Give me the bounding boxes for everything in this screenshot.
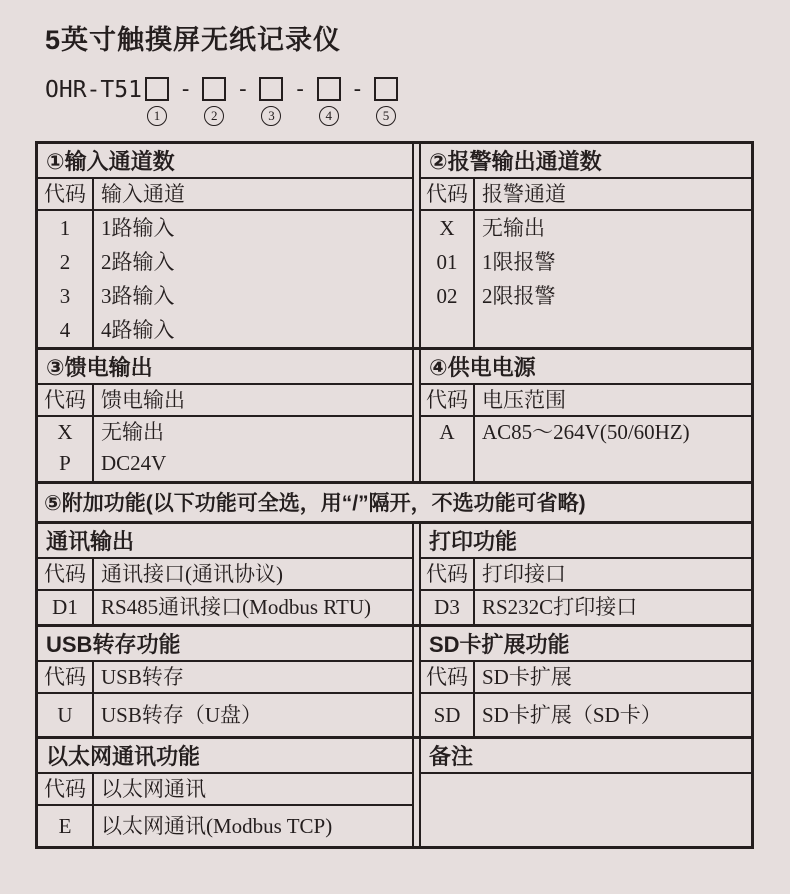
block-title: ③馈电输出 (38, 350, 412, 385)
code-cell (38, 694, 94, 736)
desc-cell (475, 417, 751, 481)
slot-number-circle: 3 (261, 106, 281, 126)
desc-header-cell: 打印接口 (482, 562, 566, 586)
code-value: U (57, 703, 73, 727)
block-title: 以太网通讯功能 (38, 739, 412, 774)
desc-cell (94, 694, 412, 736)
code-value: 02 (436, 284, 458, 308)
column-header-row (421, 559, 751, 591)
code-value: SD (433, 703, 461, 727)
desc-value: DC24V (101, 451, 167, 475)
data-area (421, 417, 751, 481)
model-slot-box (202, 77, 226, 101)
spec-block-sd-card (419, 627, 751, 736)
data-area (421, 591, 751, 624)
slot-number-circle: 1 (147, 106, 167, 126)
code-header-cell: 代码 (421, 559, 475, 589)
desc-value: 1限报警 (482, 250, 556, 274)
code-cell (38, 806, 94, 846)
code-value: A (439, 420, 455, 444)
column-header-row (421, 662, 751, 694)
band-input-alarm (38, 144, 751, 347)
desc-value: 4路输入 (101, 318, 175, 342)
band-usb-sd (38, 624, 751, 736)
code-cell (421, 211, 475, 347)
desc-header-cell: 报警通道 (482, 182, 566, 206)
block-title: USB转存功能 (38, 627, 412, 662)
page-title: 5英寸触摸屏无纸记录仪 (45, 25, 342, 55)
code-cell (38, 211, 94, 347)
dash-separator: - (178, 77, 193, 102)
data-area (38, 591, 412, 624)
data-area (421, 694, 751, 736)
desc-header-cell: 以太网通讯 (101, 777, 206, 801)
block-title: 打印功能 (421, 524, 751, 559)
block-title: 通讯输出 (38, 524, 412, 559)
code-value: 2 (59, 250, 71, 274)
desc-cell (94, 417, 412, 481)
model-slot-3 (258, 77, 284, 126)
code-cell (421, 591, 475, 624)
desc-value: 2限报警 (482, 284, 556, 308)
code-header-cell: 代码 (38, 559, 94, 589)
data-area (38, 417, 412, 481)
spec-block-comm-output (38, 524, 414, 624)
desc-value: SD卡扩展（SD卡） (482, 703, 662, 727)
additional-functions-note: ⑤附加功能(以下功能可全选，用“/”隔开，不选功能可省略) (38, 481, 751, 521)
model-slot-box (374, 77, 398, 101)
slot-number-circle: 4 (319, 106, 339, 126)
band-comm-print (38, 521, 751, 624)
spec-block-usb (38, 627, 414, 736)
band-feed-power (38, 347, 751, 481)
dash-separator: - (293, 77, 307, 102)
code-cell (38, 591, 94, 624)
model-slot-1 (144, 77, 170, 126)
desc-value: RS232C打印接口 (482, 595, 638, 619)
column-header-row (421, 179, 751, 211)
model-slot-2 (201, 77, 227, 126)
slot-number-circle: 5 (376, 106, 396, 126)
block-title: 备注 (421, 739, 751, 774)
desc-header-cell: 输入通道 (101, 182, 185, 206)
data-area (421, 211, 751, 347)
desc-value: 无输出 (482, 216, 545, 240)
data-area (38, 211, 412, 347)
code-header-cell: 代码 (421, 385, 475, 415)
code-cell (421, 417, 475, 481)
data-area (38, 694, 412, 736)
spec-block-remarks (419, 739, 751, 846)
spec-block-power-supply (419, 350, 751, 481)
model-slot-4 (316, 77, 342, 126)
column-header-row (38, 559, 412, 591)
spec-block-feed-output (38, 350, 414, 481)
block-title: ②报警输出通道数 (421, 144, 751, 179)
desc-value: USB转存（U盘） (101, 703, 263, 727)
column-header-row (38, 774, 412, 806)
dash-separator: - (236, 77, 250, 102)
spec-block-print-function (419, 524, 751, 624)
model-slot-box (317, 77, 341, 101)
desc-header-cell: 电压范围 (482, 388, 566, 412)
code-value: D1 (52, 595, 78, 619)
block-title: ④供电电源 (421, 350, 751, 385)
spec-block-input-channels (38, 144, 414, 347)
code-header-cell: 代码 (38, 774, 94, 804)
model-prefix: OHR-T51 (45, 77, 142, 103)
model-slot-box (145, 77, 169, 101)
desc-cell (475, 211, 751, 347)
code-value: D3 (434, 595, 460, 619)
model-code-line (45, 77, 790, 126)
code-header-cell: 代码 (38, 385, 94, 415)
code-value: 01 (436, 250, 458, 274)
desc-header-cell: 馈电输出 (101, 388, 185, 412)
remarks-empty-cell (421, 774, 751, 846)
desc-value: 1路输入 (101, 216, 175, 240)
desc-value: 2路输入 (101, 250, 175, 274)
desc-value: 以太网通讯(Modbus TCP) (101, 814, 333, 838)
code-value: 4 (59, 318, 71, 342)
desc-cell (475, 591, 751, 624)
desc-value: RS485通讯接口(Modbus RTU) (101, 595, 372, 619)
data-area (38, 806, 412, 846)
column-header-row (38, 385, 412, 417)
code-cell (421, 694, 475, 736)
column-header-row (38, 662, 412, 694)
desc-header-cell: SD卡扩展 (482, 665, 572, 689)
desc-value: 无输出 (101, 420, 164, 444)
block-title: SD卡扩展功能 (421, 627, 751, 662)
desc-cell (94, 591, 412, 624)
desc-header-cell: USB转存 (101, 665, 184, 689)
desc-value: 3路输入 (101, 284, 175, 308)
desc-cell (94, 211, 412, 347)
block-title: ①输入通道数 (38, 144, 412, 179)
band-ethernet-remarks (38, 736, 751, 846)
desc-cell (94, 806, 412, 846)
code-header-cell: 代码 (38, 662, 94, 692)
desc-cell (475, 694, 751, 736)
code-value: E (58, 814, 72, 838)
desc-value: AC85～264V(50/60HZ) (482, 420, 690, 444)
model-slot-box (259, 77, 283, 101)
spec-block-ethernet (38, 739, 414, 846)
spec-table (35, 141, 754, 849)
dash-separator: - (350, 77, 364, 102)
code-header-cell: 代码 (421, 662, 475, 692)
code-value: P (59, 451, 71, 475)
code-value: X (57, 420, 73, 444)
code-header-cell: 代码 (421, 179, 475, 209)
slot-number-circle: 2 (204, 106, 224, 126)
code-value: X (439, 216, 455, 240)
code-cell (38, 417, 94, 481)
column-header-row (421, 385, 751, 417)
column-header-row (38, 179, 412, 211)
code-header-cell: 代码 (38, 179, 94, 209)
code-value: 1 (59, 216, 71, 240)
model-slot-5 (373, 77, 399, 126)
code-value: 3 (59, 284, 71, 308)
desc-header-cell: 通讯接口(通讯协议) (101, 562, 283, 586)
spec-block-alarm-channels (419, 144, 751, 347)
